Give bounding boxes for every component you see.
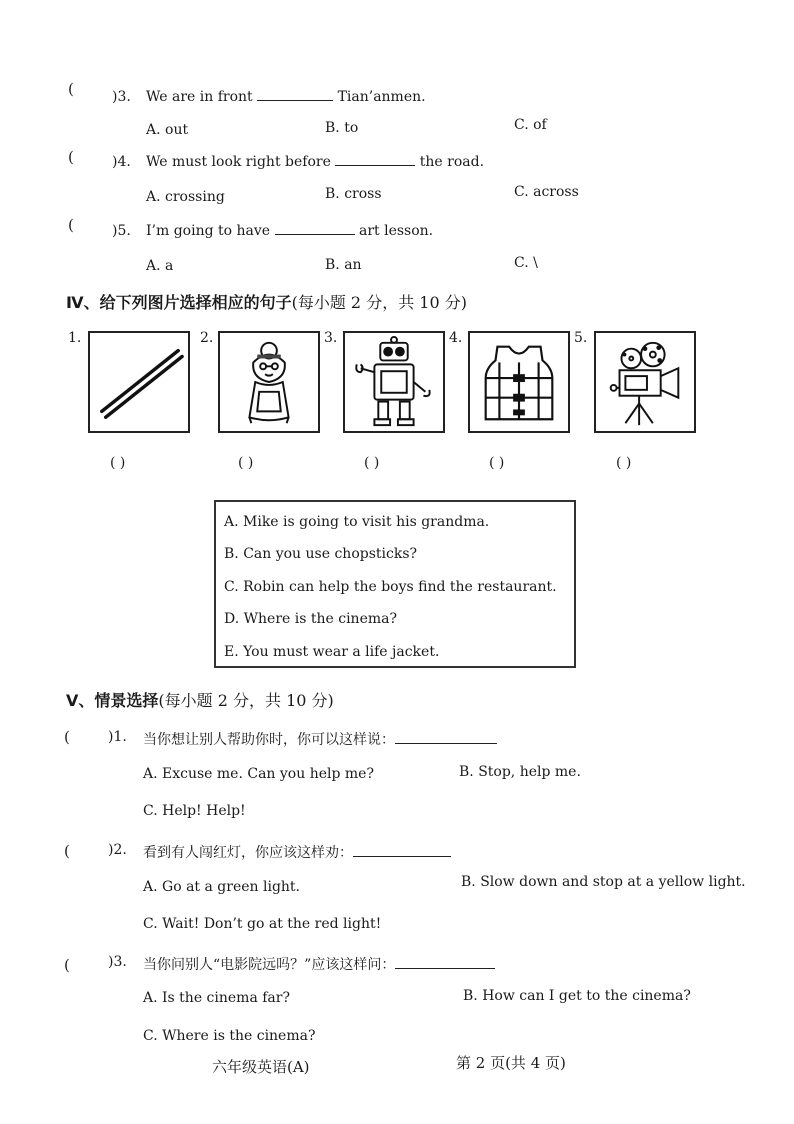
question-number: )1. bbox=[108, 729, 127, 745]
picture-chopsticks bbox=[88, 331, 190, 433]
choice-c: C. Robin can help the boys find the restaurant. bbox=[224, 579, 557, 595]
picture-number: 3. bbox=[324, 330, 338, 346]
sentence-choice-box bbox=[214, 500, 576, 668]
option-c: C. Help! Help! bbox=[143, 803, 246, 819]
section4-title: Ⅳ、给下列图片选择相应的句子(每小题 2 分，共 10 分) bbox=[66, 293, 467, 312]
answer-paren: ( bbox=[68, 80, 74, 98]
option-b: B. Slow down and stop at a yellow light. bbox=[461, 874, 746, 890]
picture-life-jacket bbox=[468, 331, 570, 433]
answer-blank bbox=[335, 164, 415, 166]
question-number: )2. bbox=[108, 842, 127, 858]
choice-e: E. You must wear a life jacket. bbox=[224, 644, 440, 660]
option-c: C. \ bbox=[514, 255, 538, 271]
picture-answer-paren[interactable]: ( ) bbox=[489, 455, 505, 471]
answer-blank bbox=[395, 967, 495, 969]
picture-grandma bbox=[218, 331, 320, 433]
option-b: B. cross bbox=[325, 186, 382, 202]
question-number: )3. bbox=[108, 954, 127, 970]
option-c: C. of bbox=[514, 117, 547, 133]
choice-b: B. Can you use chopsticks? bbox=[224, 546, 418, 562]
picture-number: 2. bbox=[200, 330, 214, 346]
option-a: A. Is the cinema far? bbox=[143, 990, 290, 1006]
option-b: B. Stop, help me. bbox=[459, 764, 581, 780]
picture-answer-paren[interactable]: ( ) bbox=[616, 455, 632, 471]
question-stem: 当你问别人“电影院远吗？”应该这样问： bbox=[143, 954, 495, 974]
grandma-icon bbox=[220, 333, 318, 431]
answer-blank bbox=[275, 233, 355, 235]
picture-answer-paren[interactable]: ( ) bbox=[238, 455, 254, 471]
answer-blank bbox=[257, 99, 333, 101]
picture-number: 4. bbox=[449, 330, 463, 346]
question-number: )4. bbox=[112, 154, 131, 170]
option-c: C. Where is the cinema? bbox=[143, 1028, 316, 1044]
answer-blank bbox=[353, 855, 451, 857]
question-number: )5. bbox=[112, 223, 131, 239]
question-stem: We are in front Tian’anmen. bbox=[146, 89, 426, 105]
option-c: C. Wait! Don’t go at the red light! bbox=[143, 916, 382, 932]
option-b: B. to bbox=[325, 120, 359, 136]
question-stem: 看到有人闯红灯，你应该这样劝： bbox=[143, 842, 451, 862]
answer-paren: ( bbox=[64, 956, 70, 974]
question-stem: I’m going to have art lesson. bbox=[146, 223, 434, 239]
option-a: A. crossing bbox=[146, 189, 225, 205]
choice-d: D. Where is the cinema? bbox=[224, 611, 397, 627]
option-a: A. Excuse me. Can you help me? bbox=[143, 766, 374, 782]
picture-robot bbox=[343, 331, 445, 433]
chopsticks-icon bbox=[90, 333, 188, 431]
question-stem: 当你想让别人帮助你时，你可以这样说： bbox=[143, 729, 497, 749]
option-c: C. across bbox=[514, 184, 579, 200]
option-b: B. an bbox=[325, 257, 362, 273]
choice-a: A. Mike is going to visit his grandma. bbox=[224, 514, 490, 530]
section5-title: Ⅴ、情景选择(每小题 2 分，共 10 分) bbox=[66, 691, 334, 710]
option-b: B. How can I get to the cinema? bbox=[463, 988, 691, 1004]
answer-blank bbox=[395, 742, 497, 744]
picture-answer-paren[interactable]: ( ) bbox=[110, 455, 126, 471]
question-stem: We must look right before the road. bbox=[146, 154, 485, 170]
answer-paren: ( bbox=[64, 842, 70, 860]
picture-number: 5. bbox=[574, 330, 588, 346]
film-camera-icon bbox=[596, 333, 694, 431]
picture-film-camera bbox=[594, 331, 696, 433]
option-a: A. Go at a green light. bbox=[143, 879, 300, 895]
answer-paren: ( bbox=[68, 148, 74, 166]
robot-icon bbox=[345, 333, 443, 431]
footer-subject: 六年级英语(A) bbox=[212, 1058, 310, 1076]
answer-paren: ( bbox=[68, 216, 74, 234]
question-number: )3. bbox=[112, 89, 131, 105]
life-jacket-icon bbox=[470, 333, 568, 431]
picture-number: 1. bbox=[68, 330, 82, 346]
option-a: A. out bbox=[146, 122, 189, 138]
option-a: A. a bbox=[146, 258, 174, 274]
answer-paren: ( bbox=[64, 728, 70, 746]
picture-answer-paren[interactable]: ( ) bbox=[364, 455, 380, 471]
footer-page-number: 第 2 页(共 4 页) bbox=[456, 1054, 566, 1072]
